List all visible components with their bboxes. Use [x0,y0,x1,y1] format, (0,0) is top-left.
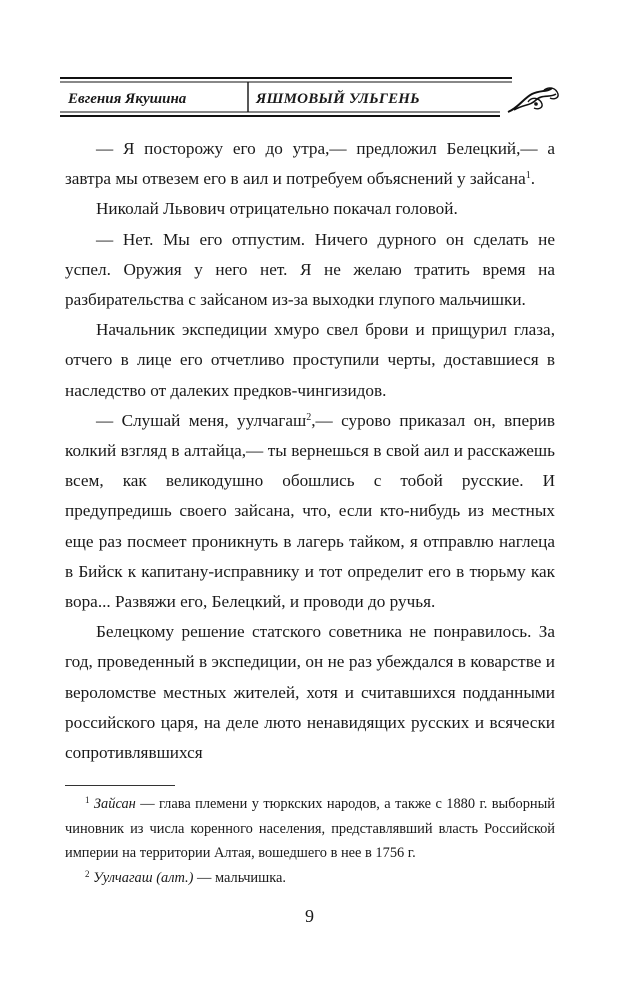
paragraph: — Я посторожу его до утра,— предложил Белецкий,— а завтра мы отвезем его в аил и потребуем объяснений у зайсана$^1$. [65,139,555,189]
paragraph: — Слушай меня, уулчагаш$^2$,— сурово приказал он, вперив колкий взгляд в алтайца,— ты вернешься в свой аил и расскажешь всем, как великодушно обошлись с тобой русские. И предупредишь своего зайсана, что, если кто-нибудь из местных еще раз посмеет проникнуть в лагерь тайком, я отправлю наглеца в Бийск к капитану-исправнику и тот определит его в тюрьму как вора... Развяжи его, Белецкий, и проводи до ручья. [65,410,555,612]
footnote-term: Уулчагаш (алт.) [93,869,194,886]
footnote-ref: 2 [306,411,312,423]
paragraph: Начальник экспедиции хмуро свел брови и прищурил глаза, отчего в лице его отчетливо проступили черты, доставшиеся в наследство от далеких предков-чингизидов. [65,320,555,400]
footnote: $^1$ Зайсан — глава племени у тюркских народов, а также с 1880 г. выборный чиновник из числа коренного населения, представлявший власть Российской империи на территории Алтая, вошедшего в нее в 1756 г. [65,795,555,861]
header-book-title: ЯШМОВЫЙ УЛЬГЕНЬ [256,91,420,107]
footnote-term: Зайсан [93,796,136,812]
main-text [65,134,555,768]
ornament-flourish-icon [506,84,560,114]
running-header [60,76,560,118]
paragraph: Белецкому решение статского советника не понравилось. За год, проведенный в экспедиции, он не раз убеждался в коварстве и вероломстве местных жителей, хотя и считавшихся подданными российского царя, на деле люто ненавидящих русских и всячески сопротивлявшихся [65,622,555,763]
footnote-ref: 1 [525,170,531,182]
page-number: 9 [305,906,314,926]
footnote-separator [65,785,175,786]
paragraph: Николай Львович отрицательно покачал головой. [96,199,458,219]
header-author: Евгения Якушина [68,91,187,107]
paragraph: — Нет. Мы его отпустим. Ничего дурного он сделать не успел. Оружия у него нет. Я не желаю тратить время на разбирательства с зайсаном из-за выходки глупого мальчишки. [65,229,555,310]
footnotes [65,792,555,890]
footnote: $^2$ Уулчагаш (алт.) — мальчишка. [85,868,286,886]
